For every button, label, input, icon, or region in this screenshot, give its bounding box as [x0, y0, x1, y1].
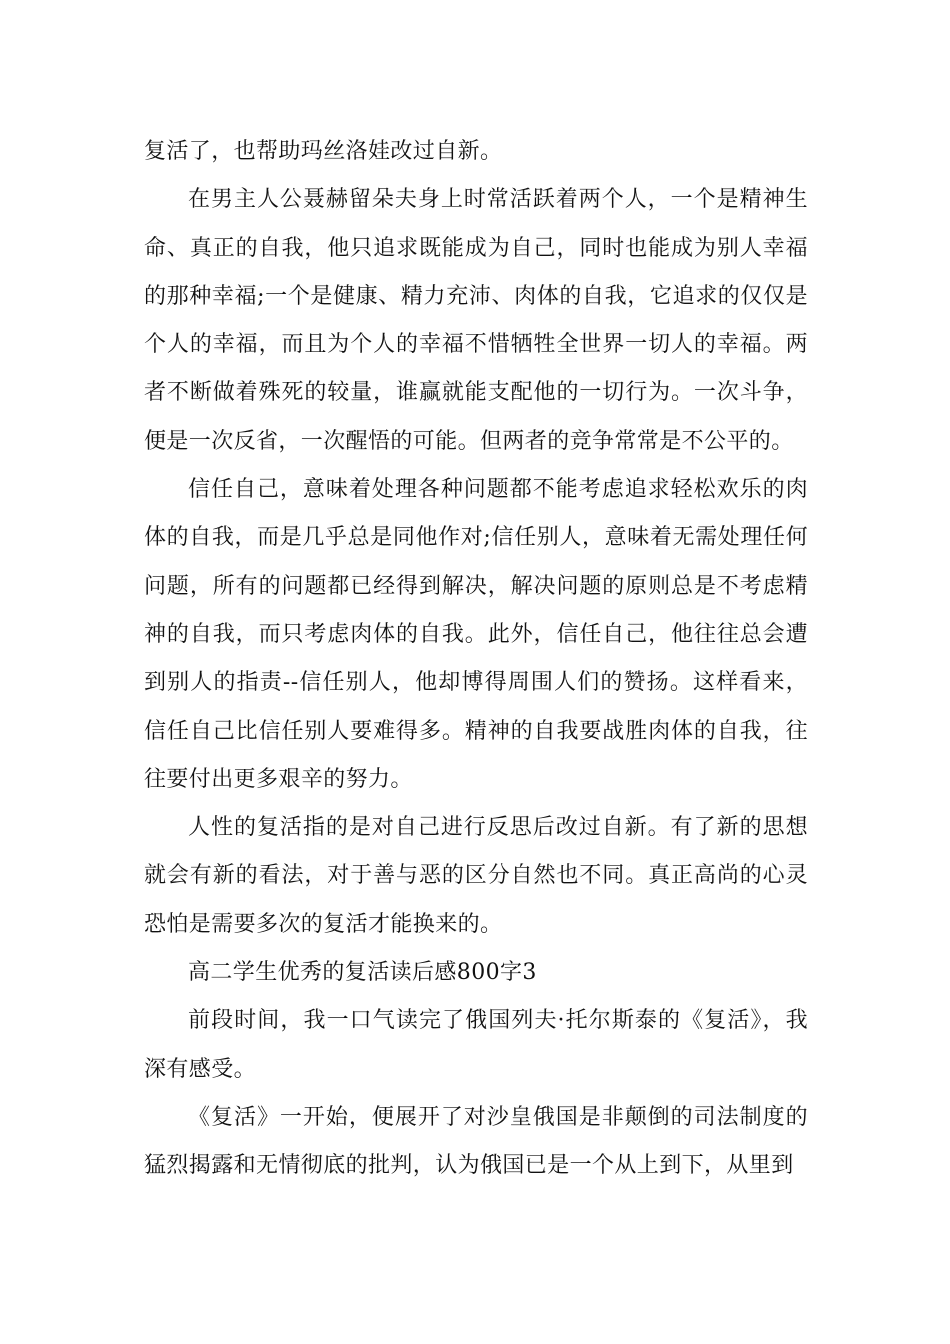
document-body	[144, 128, 808, 1191]
paragraph-5: 前段时间，我一口气读完了俄国列夫·托尔斯泰的《复活》，我深有感受。	[144, 1008, 808, 1082]
paragraph-6: 《复活》一开始，便展开了对沙皇俄国是非颠倒的司法制度的猛烈揭露和无情彻底的批判，认为俄国已是一个从上到下，从里到	[144, 1104, 808, 1179]
paragraph-1: 复活了，也帮助玛丝洛娃改过自新。	[144, 139, 503, 164]
section-heading: 高二学生优秀的复活读后感800字3	[188, 960, 537, 986]
paragraph-3: 信任自己，意味着处理各种问题都不能考虑追求轻松欢乐的肉体的自我，而是几乎总是同他作对;信任别人，意味着无需处理任何问题，所有的问题都已经得到解决，解决问题的原则总是不考虑精神的自我，而只考虑肉体的自我。此外，信任自己，他往往总会遭到别人的指责--信任别人，他却博得周围人们的赞扬。这样看来，信任自己比信任别人要难得多。精神的自我要战胜肉体的自我，往往要付出更多艰辛的努力。	[144, 477, 808, 792]
paragraph-2: 在男主人公聂赫留朵夫身上时常活跃着两个人，一个是精神生命、真正的自我，他只追求既能成为自己，同时也能成为别人幸福的那种幸福;一个是健康、精力充沛、肉体的自我，它追求的仅仅是个人的幸福，而且为个人的幸福不惜牺牲全世界一切人的幸福。两者不断做着殊死的较量，谁赢就能支配他的一切行为。一次斗争，便是一次反省，一次醒悟的可能。但两者的竞争常常是不公平的。	[144, 187, 808, 454]
paragraph-4: 人性的复活指的是对自己进行反思后改过自新。有了新的思想就会有新的看法，对于善与恶的区分自然也不同。真正高尚的心灵恐怕是需要多次的复活才能换来的。	[144, 815, 808, 937]
